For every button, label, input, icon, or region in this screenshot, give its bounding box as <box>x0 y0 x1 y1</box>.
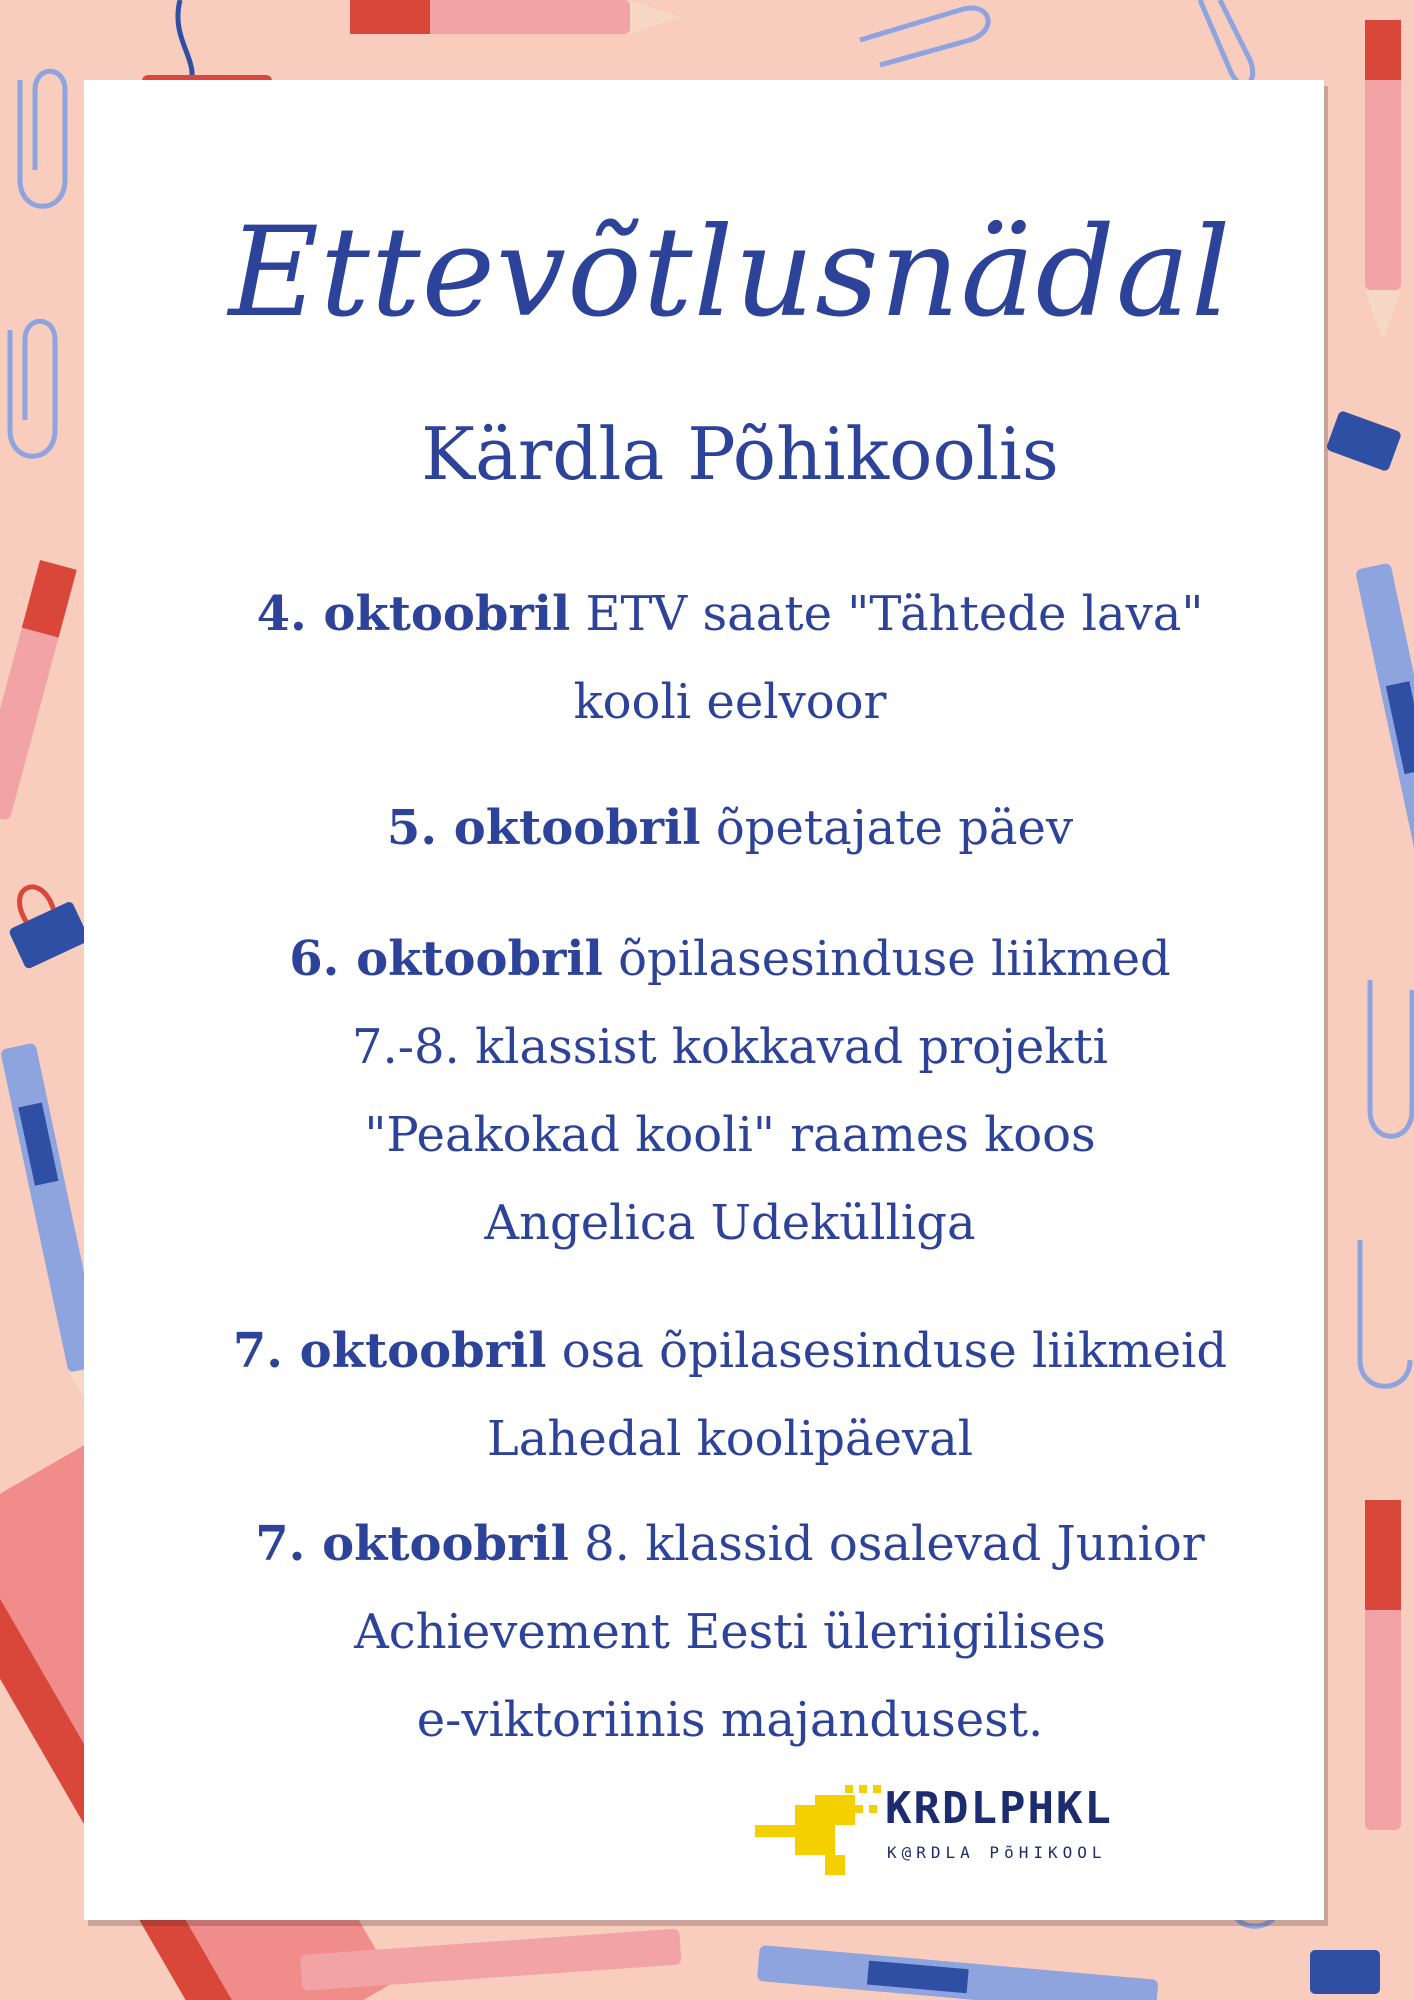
logo-mark-icon <box>755 1775 885 1885</box>
entry-text: osa õpilasesinduse liikmeid <box>561 1323 1228 1379</box>
entry-text: Angelica Udekülliga <box>484 1195 976 1251</box>
entry-text: Lahedal koolipäeval <box>486 1411 974 1467</box>
page-subtitle: Kärdla Põhikoolis <box>421 412 1059 496</box>
entry-text: ETV saate "Tähtede lava" <box>585 586 1204 642</box>
entry-text: "Peakokad kooli" raames koos <box>364 1107 1096 1163</box>
schedule-entry <box>160 570 1300 746</box>
entry-text: õpetajate päev <box>715 800 1074 856</box>
logo-name: KRDLPHKL <box>885 1783 1113 1834</box>
entry-date: 5. oktoobril <box>386 800 701 856</box>
entry-text: õpilasesinduse liikmed <box>618 931 1171 987</box>
entry-date: 7. oktoobril <box>232 1323 547 1379</box>
logo-subtitle: K@RDLA PõHIKOOL <box>887 1843 1107 1862</box>
entry-text: kooli eelvoor <box>573 674 887 730</box>
schedule-entry <box>160 915 1300 1267</box>
entry-date: 7. oktoobril <box>255 1516 569 1572</box>
entry-text: e-viktoriinis majandusest. <box>416 1692 1044 1748</box>
page-title: Ettevõtlusnädal <box>228 201 1232 345</box>
schedule-entry <box>160 784 1300 872</box>
schedule-entry <box>160 1307 1300 1483</box>
entry-text: 7.-8. klassist kokkavad projekti <box>352 1019 1108 1075</box>
entry-date: 4. oktoobril <box>256 586 571 642</box>
entry-text: Achievement Eesti üleriigilises <box>354 1604 1106 1660</box>
entry-text: 8. klassid osalevad Junior <box>584 1516 1205 1572</box>
school-logo <box>755 1775 1155 1885</box>
entry-date: 6. oktoobril <box>289 931 603 987</box>
schedule-entry <box>160 1500 1300 1764</box>
